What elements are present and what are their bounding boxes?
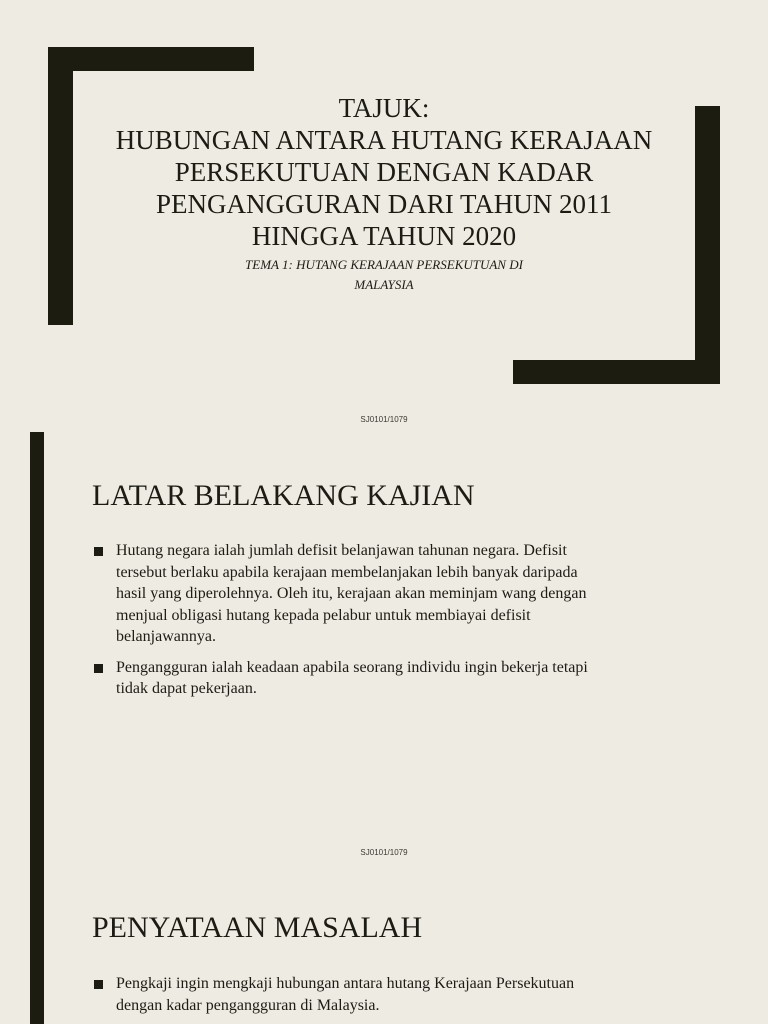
bullet-text-line: tidak dapat pekerjaan.: [116, 680, 257, 697]
square-bullet-icon: [94, 980, 103, 989]
bullet-list: [92, 973, 692, 1024]
bullet-list: [92, 540, 692, 709]
title-slide: [0, 0, 768, 432]
frame-bar-bottom-right-vertical: [695, 106, 720, 384]
title-line: PERSEKUTUAN DENGAN KADAR: [174, 157, 594, 187]
bullet-item: [92, 973, 692, 1016]
left-accent-bar: [30, 432, 44, 866]
bullet-text-line: Pengkaji ingin mengkaji hubungan antara hutang Kerajaan Persekutuan: [116, 975, 575, 992]
slide-heading: LATAR BELAKANG KAJIAN: [92, 479, 475, 512]
slide-footer-id: SJ0101/1079: [360, 848, 408, 857]
slide-subtitle: [85, 255, 683, 295]
bullet-text-line: tersebut berlaku apabila kerajaan membelanjakan lebih banyak daripada: [116, 563, 578, 581]
bullet-text-line: belanjawannya.: [116, 628, 216, 645]
problem-statement-slide: [0, 866, 768, 1024]
title-line: PENGANGGURAN DARI TAHUN 2011: [155, 189, 613, 219]
slide-title: [85, 92, 683, 252]
slide-heading: PENYATAAN MASALAH: [92, 911, 423, 944]
slide-footer-id: SJ0101/1079: [360, 415, 408, 424]
subtitle-line: MALAYSIA: [354, 277, 414, 292]
frame-bar-top-left-vertical: [48, 47, 73, 325]
square-bullet-icon: [94, 664, 103, 673]
bullet-item: [92, 657, 692, 700]
bullet-text-line: dengan kadar pengangguran di Malaysia.: [116, 996, 380, 1014]
bullet-text-line: Pengangguran ialah keadaan apabila seorang individu ingin bekerja tetapi: [116, 658, 588, 676]
title-line: HUBUNGAN ANTARA HUTANG KERAJAAN: [115, 125, 653, 155]
title-line: HINGGA TAHUN 2020: [251, 221, 517, 251]
background-slide: [0, 432, 768, 866]
bullet-text-line: hasil yang diperolehnya. Oleh itu, kerajaan akan meminjam wang dengan: [116, 585, 587, 602]
title-line: TAJUK:: [338, 93, 430, 123]
bullet-item: [92, 540, 692, 648]
subtitle-line: TEMA 1: HUTANG KERAJAAN PERSEKUTUAN DI: [245, 257, 523, 272]
bullet-text-line: menjual obligasi hutang kepada pelabur untuk membiayai defisit: [116, 606, 531, 624]
bullet-text-line: Hutang negara ialah jumlah defisit belanjawan tahunan negara. Defisit: [116, 542, 567, 559]
left-accent-bar: [30, 866, 44, 1024]
frame-bar-top-left-horizontal: [48, 47, 254, 71]
square-bullet-icon: [94, 547, 103, 556]
frame-bar-bottom-right-horizontal: [513, 360, 720, 384]
